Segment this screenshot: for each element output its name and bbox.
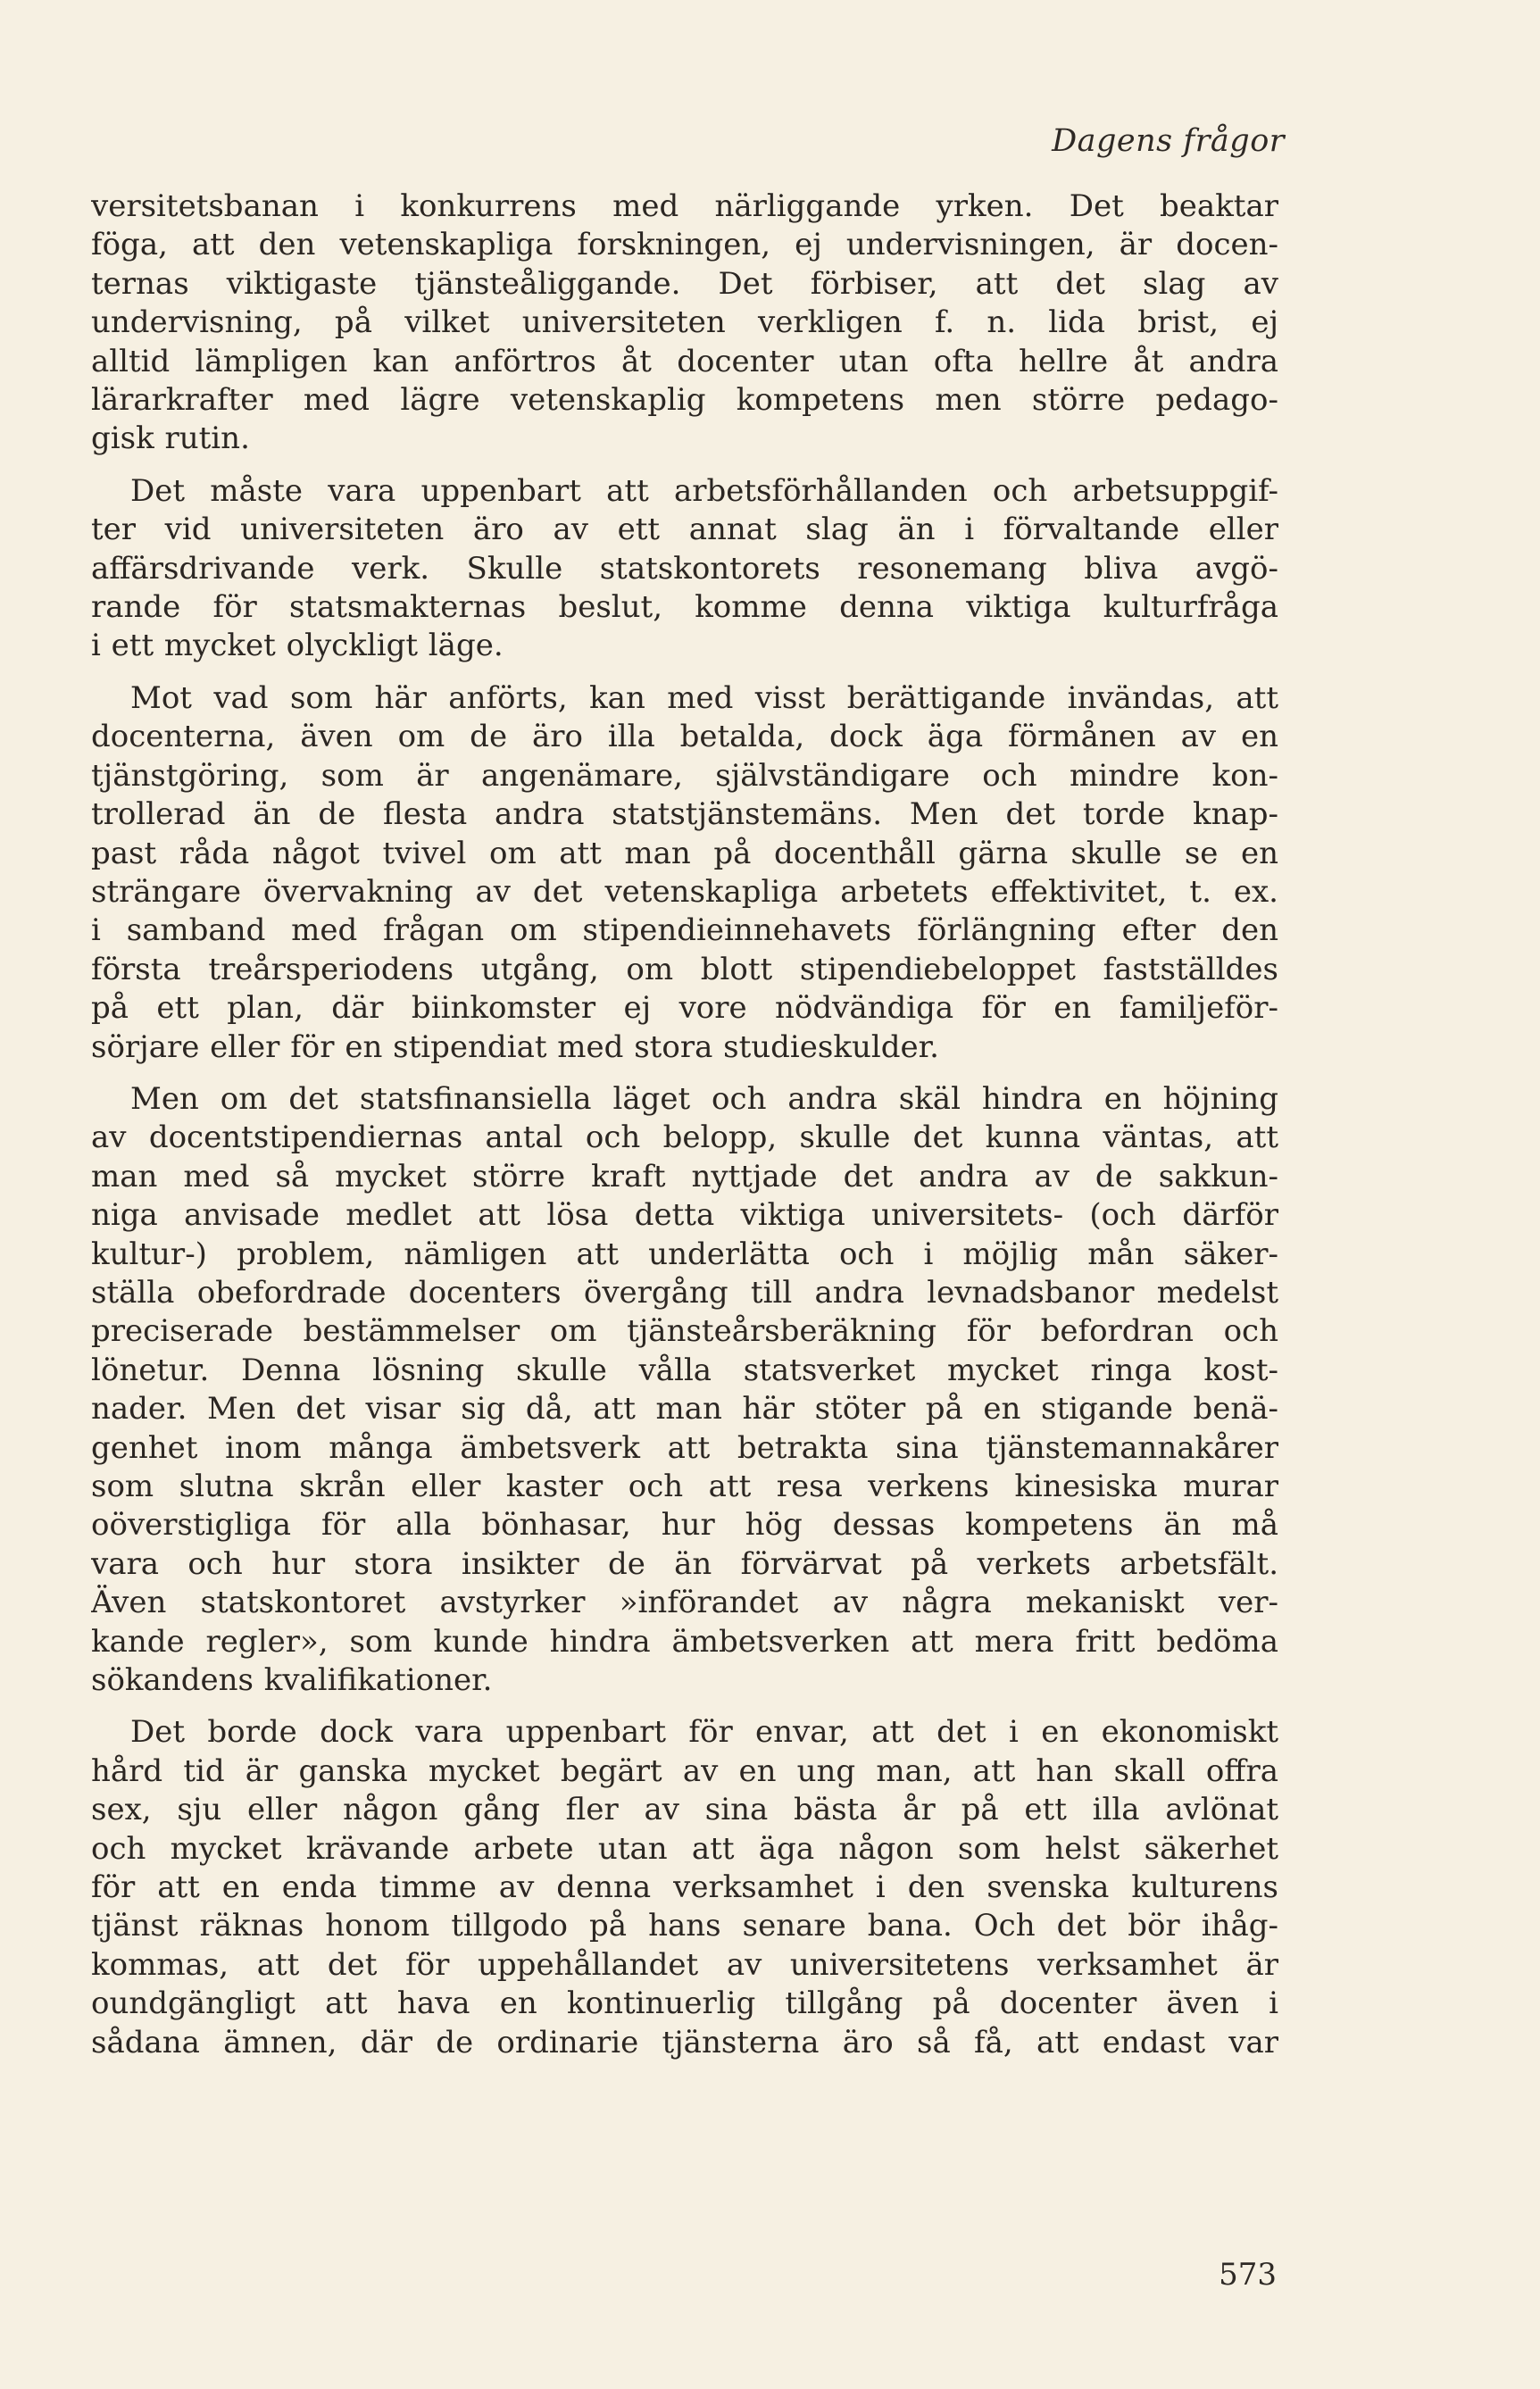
text-line: sörjare eller för en stipendiat med stora studieskulder.: [91, 1028, 939, 1065]
text-line: rande för statsmakternas beslut, komme denna viktiga kulturfråga: [91, 589, 1278, 626]
text-line: sökandens kvalifikationer.: [91, 1662, 493, 1699]
text-line: ställa obefordrade docenters övergång till andra levnadsbanor medelst: [91, 1274, 1278, 1311]
text-line: alltid lämpligen kan anförtros åt docenter utan ofta hellre åt andra: [91, 343, 1278, 379]
text-line: past råda något tvivel om att man på docenthåll gärna skulle se en: [91, 835, 1278, 871]
text-line: Men om det statsfinansiella läget och andra skäl hindra en höjning: [130, 1080, 1278, 1117]
text-line: Även statskontoret avstyrker »införandet av några mekaniskt ver-: [91, 1585, 1278, 1621]
text-line: tjänstgöring, som är angenämare, självständigare och mindre kon-: [91, 757, 1278, 794]
text-line: vara och hur stora insikter de än förvärvat på verkets arbetsfält.: [91, 1545, 1278, 1582]
text-line: sex, sju eller någon gång fler av sina bästa år på ett illa avlönat: [91, 1792, 1278, 1828]
page-number: 573: [1219, 2257, 1277, 2293]
text-line: första treårsperiodens utgång, om blott stipendiebeloppet fastställdes: [91, 951, 1278, 987]
text-line: lönetur. Denna lösning skulle vålla statsverket mycket ringa kost-: [91, 1352, 1278, 1388]
text-line: hård tid är ganska mycket begärt av en ung man, att han skall offra: [91, 1752, 1278, 1789]
text-line: docenterna, även om de äro illa betalda, dock äga förmånen av en: [91, 719, 1278, 755]
text-line: Mot vad som här anförts, kan med visst berättigande invändas, att: [130, 679, 1278, 716]
text-line: genhet inom många ämbetsverk att betrakta sina tjänstemannakårer: [91, 1429, 1278, 1466]
text-line: oöverstigliga för alla bönhasar, hur hög dessas kompetens än må: [91, 1507, 1278, 1544]
text-line: kultur-) problem, nämligen att underlätta och i möjlig mån säker-: [91, 1236, 1278, 1272]
text-line: föga, att den vetenskapliga forskningen, ej undervisningen, är docen-: [91, 227, 1278, 263]
text-line: och mycket krävande arbete utan att äga någon som helst säkerhet: [91, 1830, 1278, 1867]
paragraph-2: [91, 472, 1278, 666]
text-line: man med så mycket större kraft nyttjade det andra av de sakkun-: [91, 1158, 1278, 1194]
text-line: kande regler», som kunde hindra ämbetsverken att mera fritt bedöma: [91, 1623, 1278, 1660]
text-line: gisk rutin.: [91, 420, 250, 457]
text-line: på ett plan, där biinkomster ej vore nödvändiga för en familjeför-: [91, 990, 1278, 1027]
text-line: Det borde dock vara uppenbart för envar, att det i en ekonomiskt: [130, 1714, 1278, 1751]
text-line: versitetsbanan i konkurrens med närliggande yrken. Det beaktar: [91, 188, 1278, 224]
text-line: undervisning, på vilket universiteten verkligen f. n. lida brist, ej: [91, 304, 1278, 341]
body-text: [91, 187, 1278, 2076]
text-line: oundgängligt att hava en kontinuerlig tillgång på docenter även i: [91, 1985, 1278, 2022]
text-line: preciserade bestämmelser om tjänsteårsberäkning för befordran och: [91, 1313, 1278, 1350]
text-line: niga anvisade medlet att lösa detta viktiga universitets- (och därför: [91, 1197, 1278, 1234]
text-line: av docentstipendiernas antal och belopp, skulle det kunna väntas, att: [91, 1120, 1278, 1156]
text-line: lärarkrafter med lägre vetenskaplig kompetens men större pedago-: [91, 382, 1278, 419]
text-line: för att en enda timme av denna verksamhet i den svenska kulturens: [91, 1869, 1278, 1906]
text-line: trollerad än de flesta andra statstjänstemäns. Men det torde knap-: [91, 796, 1278, 833]
paragraph-4: [91, 1080, 1278, 1701]
text-line: som slutna skrån eller kaster och att resa verkens kinesiska murar: [91, 1469, 1278, 1504]
text-line: Det måste vara uppenbart att arbetsförhållanden och arbetsuppgif-: [130, 472, 1278, 509]
paragraph-1: [91, 187, 1278, 459]
text-line: sådana ämnen, där de ordinarie tjänsterna äro så få, att endast var: [91, 2024, 1278, 2060]
paragraph-5: [91, 1713, 1278, 2062]
text-line: kommas, att det för uppehållandet av universitetens verksamhet är: [91, 1946, 1278, 1983]
text-line: ter vid universiteten äro av ett annat slag än i förvaltande eller: [91, 512, 1278, 548]
text-line: ternas viktigaste tjänsteåliggande. Det förbiser, att det slag av: [91, 265, 1278, 302]
text-line: tjänst räknas honom tillgodo på hans senare bana. Och det bör ihåg-: [91, 1908, 1278, 1944]
text-line: nader. Men det visar sig då, att man här stöter på en stigande benä-: [91, 1391, 1278, 1428]
paragraph-3: [91, 679, 1278, 1067]
text-line: strängare övervakning av det vetenskapliga arbetets effektivitet, t. ex.: [91, 873, 1278, 910]
text-line: i ett mycket olyckligt läge.: [91, 628, 504, 664]
text-line: affärsdrivande verk. Skulle statskontorets resonemang bliva avgö-: [91, 550, 1278, 587]
text-line: i samband med frågan om stipendieinnehavets förlängning efter den: [91, 912, 1278, 949]
running-head: Dagens frågor: [1052, 123, 1285, 159]
